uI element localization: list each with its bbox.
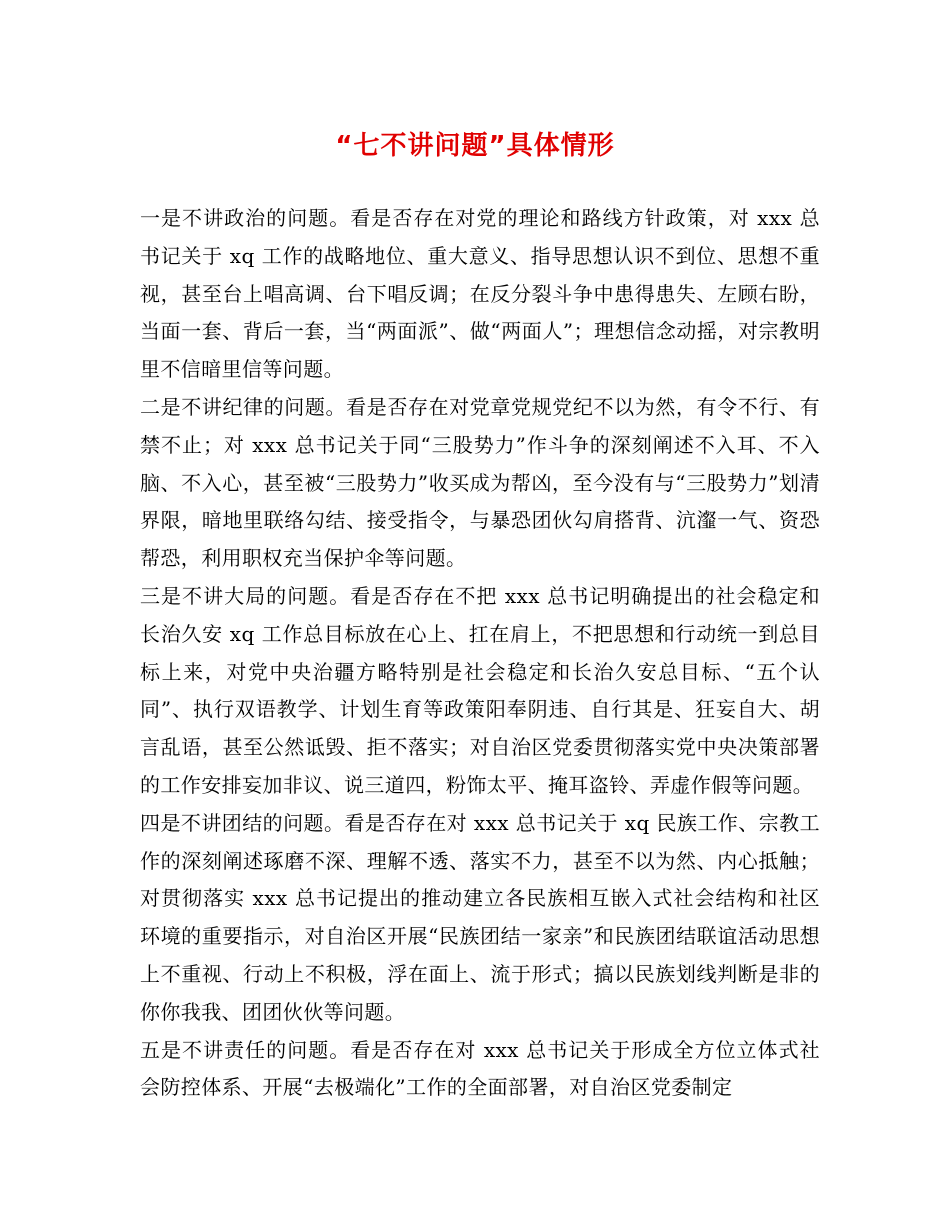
paragraph-responsibility: 五是不讲责任的问题。看是否存在对 xxx 总书记关于形成全方位立体式社会防控体系、开展“去极端化”工作的全面部署，对自治区党委制定 [140,1037,820,1100]
document-body [140,200,820,1107]
paragraph-overall-situation: 三是不讲大局的问题。看是否存在不把 xxx 总书记明确提出的社会稳定和长治久安 xq 工作总目标放在心上、扛在肩上，不把思想和行动统一到总目标上来，对党中央治疆方略特别是社会稳定和长治久安总目标、“五个认同”、执行双语教学、计划生育等政策阳奉阴违、自行其是、狂妄自大、胡言乱语，甚至公然诋毁、拒不落实；对自治区党委贯彻落实党中央决策部署的工作安排妄加非议、说三道四，粉饰太平、掩耳盗铃、弄虚作假等问题。 [140,583,820,797]
document-title: “七不讲问题”具体情形 [335,131,615,161]
paragraph-unity: 四是不讲团结的问题。看是否存在对 xxx 总书记关于 xq 民族工作、宗教工作的深刻阐述琢磨不深、理解不透、落实不力，甚至不以为然、内心抵触；对贯彻落实 xxx 总书记提出的推动建立各民族相互嵌入式社会结构和社区环境的重要指示，对自治区开展“民族团结一家亲”和民族团结联谊活动思想上不重视、行动上不积极，浮在面上、流于形式；搞以民族划线判断是非的你你我我、团团伙伙等问题。 [140,810,820,1024]
paragraph-discipline: 二是不讲纪律的问题。看是否存在对党章党规党纪不以为然，有令不行、有禁不止；对 xxx 总书记关于同“三股势力”作斗争的深刻阐述不入耳、不入脑、不入心，甚至被“三股势力”收买成为帮凶，至今没有与“三股势力”划清界限，暗地里联络勾结、接受指令，与暴恐团伙勾肩搭背、沆瀣一气、资恐帮恐，利用职权充当保护伞等问题。 [140,394,820,571]
paragraph-politics: 一是不讲政治的问题。看是否存在对党的理论和路线方针政策，对 xxx 总书记关于 xq 工作的战略地位、重大意义、指导思想认识不到位、思想不重视，甚至台上唱高调、台下唱反调；在反分裂斗争中患得患失、左顾右盼，当面一套、背后一套，当“两面派”、做“两面人”；理想信念动摇，对宗教明里不信暗里信等问题。 [140,206,820,382]
